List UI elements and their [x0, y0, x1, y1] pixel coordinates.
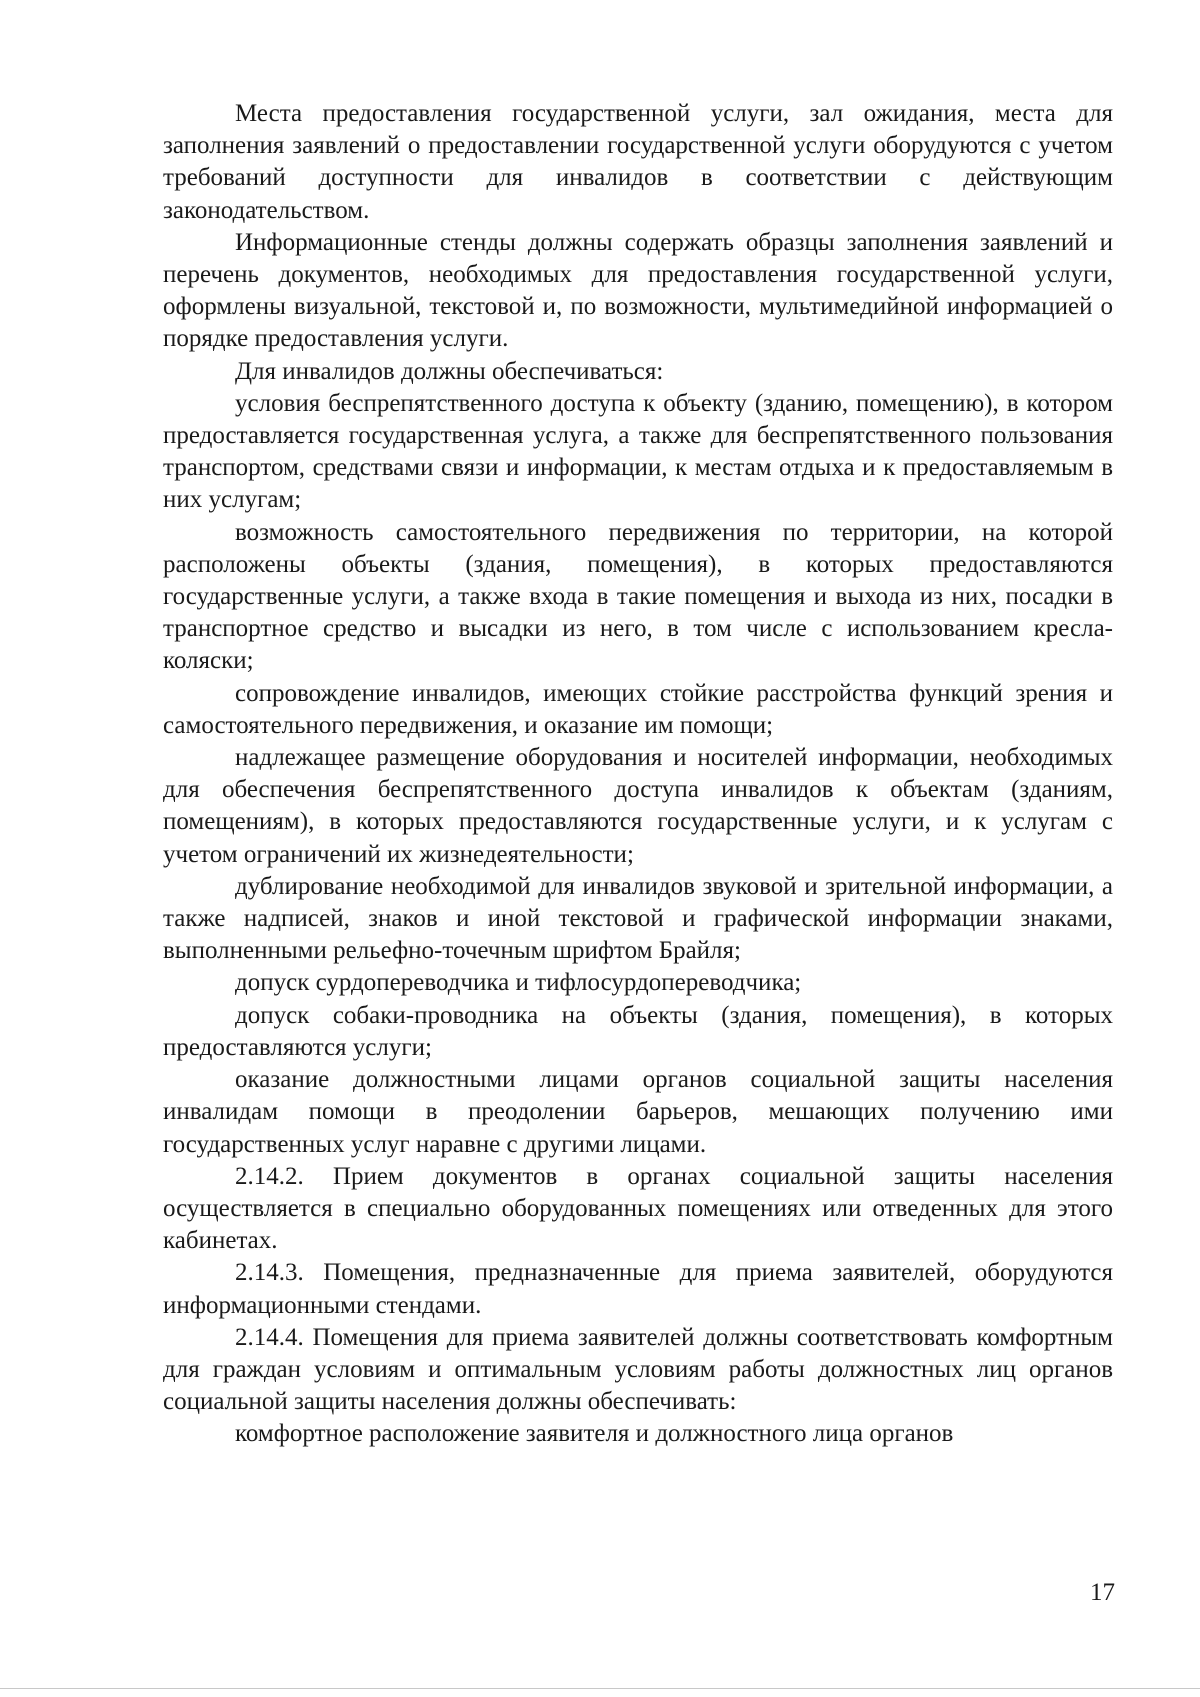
list-paragraph: оказание должностными лицами органов социальной защиты населения инвалидам помощи в преодолении барьеров, мешающих получению ими государственных услуг наравне с другими лицами. — [163, 1066, 1113, 1158]
list-paragraph: условия беспрепятственного доступа к объекту (зданию, помещению), в котором предоставляется государственная услуга, а также для беспрепятственного пользования транспортом, средствами связи и информации, к местам отдыха и к предоставляемым в них услугам; — [163, 389, 1113, 514]
clause-2-14-2: 2.14.2. Прием документов в органах социальной защиты населения осуществляется в специально оборудованных помещениях или отведенных для этого кабинетах. — [163, 1162, 1113, 1255]
list-paragraph: дублирование необходимой для инвалидов звуковой и зрительной информации, а также надписей, знаков и иной текстовой и графической информации знаками, выполненными рельефно-точечным шрифтом Брайля; — [163, 872, 1113, 965]
list-paragraph: сопровождение инвалидов, имеющих стойкие расстройства функций зрения и самостоятельного передвижения, и оказание им помощи; — [163, 679, 1113, 739]
body-text — [163, 98, 1113, 1451]
page-number: 17 — [1090, 1579, 1115, 1606]
scan-edge-line — [0, 1688, 1200, 1689]
paragraph: Для инвалидов должны обеспечиваться: — [235, 357, 664, 385]
list-paragraph: допуск собаки-проводника на объекты (здания, помещения), в которых предоставляются услуги; — [163, 1001, 1113, 1061]
paragraph: Информационные стенды должны содержать образцы заполнения заявлений и перечень документов, необходимых для предоставления государственной услуги, оформлены визуальной, текстовой и, по возможности, мультимедийной информацией о порядке предоставления услуги. — [163, 228, 1113, 353]
clause-2-14-4: 2.14.4. Помещения для приема заявителей должны соответствовать комфортным для граждан условиям и оптимальным условиям работы должностных лиц органов социальной защиты населения должны обеспечивать: — [163, 1323, 1113, 1416]
list-paragraph: надлежащее размещение оборудования и носителей информации, необходимых для обеспечения беспрепятственного доступа инвалидов к объектам (зданиям, помещениям), в которых предоставляются государственные услуги, и к услугам с учетом ограничений их жизнедеятельности; — [163, 744, 1113, 868]
list-paragraph: комфортное расположение заявителя и должностного лица органов — [235, 1420, 954, 1448]
list-paragraph: возможность самостоятельного передвижения по территории, на которой расположены объекты (здания, помещения), в которых предоставляются государственные услуги, а также входа в такие помещения и выхода из них, посадки в транспортное средство и высадки из него, в том числе с использованием кресла-коляски; — [163, 518, 1113, 675]
list-paragraph: допуск сурдопереводчика и тифлосурдопереводчика; — [235, 969, 802, 997]
clause-2-14-3: 2.14.3. Помещения, предназначенные для приема заявителей, оборудуются информационными стендами. — [163, 1259, 1113, 1319]
paragraph: Места предоставления государственной услуги, зал ожидания, места для заполнения заявлений о предоставлении государственной услуги оборудуются с учетом требований доступности для инвалидов в соответствии с действующим законодательством. — [163, 100, 1113, 224]
